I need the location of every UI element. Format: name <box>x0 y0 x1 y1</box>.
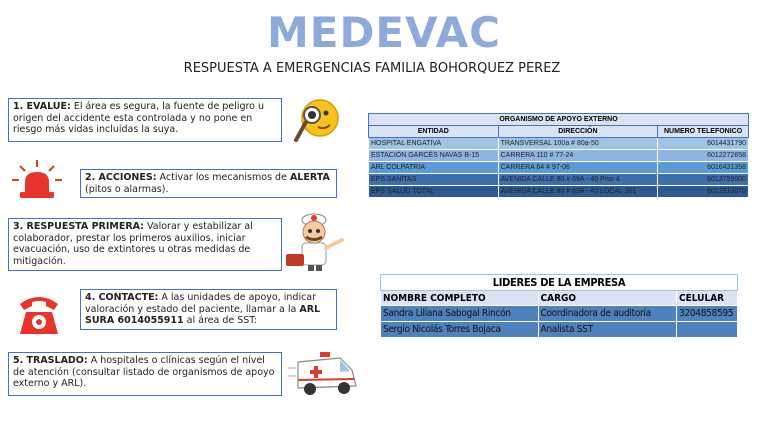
step-text: A hospitales o clínicas según el nivel de atención (consultar listado de organismos de apoyo externo y ARL). <box>13 355 275 389</box>
phone-cell: 6014431790 <box>658 138 749 150</box>
table-row <box>381 306 738 322</box>
doctor-icon <box>282 210 352 272</box>
mobile-cell: 3204858595 <box>677 306 738 322</box>
step-text: A las unidades de apoyo, indicar valoración y estado del paciente, llamar a la <box>85 292 317 315</box>
mobile-cell <box>677 322 738 338</box>
role-cell: Analista SST <box>538 322 677 338</box>
company-leaders-table <box>380 274 738 338</box>
address-cell: TRANSVERSAL 100a # 80a-50 <box>498 138 658 150</box>
step-actions <box>80 169 337 198</box>
column-header: NUMERO TELEFONICO <box>658 126 749 138</box>
step-text: Activar los mecanismos de <box>156 172 290 183</box>
column-header: CELULAR <box>677 291 738 306</box>
page-subtitle: RESPUESTA A EMERGENCIAS FAMILIA BOHORQUEZ PEREZ <box>183 61 561 76</box>
magnifier-emoji-icon <box>288 96 342 148</box>
table-row <box>369 186 749 198</box>
address-cell: CARRERA 110 # 77-24 <box>498 150 658 162</box>
step-text: El área es segura, la fuente de peligro u origen del accidente esta controlada y no pone en riesgo más vidas incluidas la suya. <box>13 101 265 135</box>
step-heading: 1. EVALUE: <box>13 101 71 112</box>
entity-cell: EPS SALUD TOTAL <box>369 186 499 198</box>
telephone-icon <box>14 288 64 340</box>
step-bold: ALERTA <box>289 172 330 183</box>
entity-cell: EPS SANITAS <box>369 174 499 186</box>
name-cell: Sandra Liliana Sabogal Rincón <box>381 306 539 322</box>
step-heading: 4. CONTACTE: <box>85 292 159 303</box>
phone-cell: 6012272658 <box>658 150 749 162</box>
name-cell: Sergio Nicolás Torres Bojaca <box>381 322 539 338</box>
role-cell: Coordinadora de auditoría <box>538 306 677 322</box>
address-cell: AVENIDA CALLE 80 # 69A - 40 LOCAL 301 <box>498 186 658 198</box>
page-title: MEDEVAC <box>266 8 502 57</box>
step-heading: 2. ACCIONES: <box>85 172 157 183</box>
table-row <box>369 150 749 162</box>
step-first-response <box>8 218 282 271</box>
entity-cell: ARL COLPATRIA <box>369 162 499 174</box>
siren-icon <box>8 158 66 202</box>
step-contact <box>80 289 337 330</box>
step-heading: 5. TRASLADO: <box>13 355 88 366</box>
phone-cell: 6013759000 <box>658 174 749 186</box>
table-row <box>369 162 749 174</box>
step-text: Valorar y estabilizar al colaborador, prestar los primeros auxilios, iniciar evacuación, uso de extintores u otras medidas de mitigación. <box>13 221 253 267</box>
address-cell: AVENIDA CALLE 80 # 69A - 40 Piso 4 <box>498 174 658 186</box>
phone-cell: 6012510070 <box>658 186 749 198</box>
column-header: DIRECCIÓN <box>498 126 658 138</box>
ambulance-icon <box>288 348 364 400</box>
table-caption: LIDERES DE LA EMPRESA <box>381 275 738 291</box>
table-row <box>381 322 738 338</box>
external-support-table <box>368 113 749 198</box>
step-evaluate <box>8 98 282 142</box>
step-text: (pitos o alarmas). <box>85 183 169 195</box>
phone-cell: 6016431358 <box>658 162 749 174</box>
table-row <box>369 138 749 150</box>
column-header: CARGO <box>538 291 677 306</box>
step-text: al área de SST: <box>183 315 258 326</box>
entity-cell: ESTACIÓN GARCÉS NAVAS B-15 <box>369 150 499 162</box>
step-heading: 3. RESPUESTA PRIMERA: <box>13 221 144 232</box>
table-row <box>369 174 749 186</box>
column-header: ENTIDAD <box>369 126 499 138</box>
step-bold: ARL SURA 6014055911 <box>85 303 321 326</box>
address-cell: CARRERA 64 # 97-06 <box>498 162 658 174</box>
table-caption: ORGANISMO DE APOYO EXTERNO <box>369 114 749 126</box>
column-header: NOMBRE COMPLETO <box>381 291 539 306</box>
entity-cell: HOSPITAL ENGATIVA <box>369 138 499 150</box>
step-transfer <box>8 352 282 396</box>
